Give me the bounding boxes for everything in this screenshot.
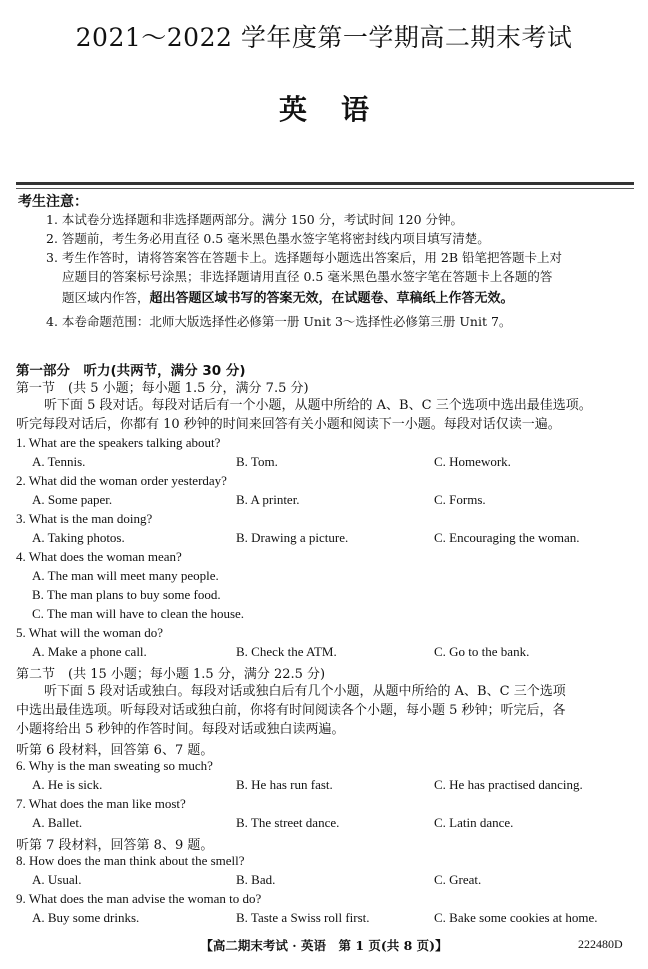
question-3: 3. What is the man doing? [16, 511, 153, 526]
q8-option-a: A. Usual. [32, 872, 82, 887]
q3-option-b: B. Drawing a picture. [236, 530, 349, 545]
q2-option-c: C. Forms. [434, 492, 486, 507]
q7-option-c: C. Latin dance. [434, 815, 514, 830]
q1-option-a: A. Tennis. [32, 454, 86, 469]
q8-option-b: B. Bad. [236, 872, 276, 887]
section2-heading: 第二节 (共 15 小题；每小题 1.5 分，满分 22.5 分) [16, 667, 326, 682]
question-2: 2. What did the woman order yesterday? [16, 473, 227, 488]
subject-title: 英语 [278, 93, 403, 126]
q7-option-b: B. The street dance. [236, 815, 340, 830]
q1-option-b: B. Tom. [236, 454, 278, 469]
note-3-line-1: 3. 考生作答时，请将答案答在答题卡上。选择题每小题选出答案后，用 2B 铅笔把答题卡上对 [46, 250, 562, 265]
q6-option-a: A. He is sick. [32, 777, 103, 792]
question-1: 1. What are the speakers talking about? [16, 435, 221, 450]
q5-option-c: C. Go to the bank. [434, 644, 530, 659]
question-4: 4. What does the woman mean? [16, 549, 182, 564]
section2-instructions-1: 听下面 5 段对话或独白。每段对话或独白后有几个小题，从题中所给的 A、B、C 三个选项 [44, 684, 566, 699]
note-3-line-3 [62, 288, 514, 308]
question-6: 6. Why is the man sweating so much? [16, 758, 213, 773]
q4-option-c: C. The man will have to clean the house. [32, 606, 245, 621]
q3-option-c: C. Encouraging the woman. [434, 530, 580, 545]
note-4: 4. 本卷命题范围：北师大版选择性必修第一册 Unit 3～选择性必修第三册 Unit 7。 [46, 314, 512, 329]
q9-option-b: B. Taste a Swiss roll first. [236, 910, 370, 925]
note-1: 1. 本试卷分选择题和非选择题两部分。满分 150 分，考试时间 120 分钟。 [46, 212, 464, 227]
exam-title: 2021～2022 学年度第一学期高二期末考试 [75, 23, 573, 52]
section1-heading: 第一节 (共 5 小题；每小题 1.5 分，满分 7.5 分) [16, 381, 309, 396]
question-5: 5. What will the woman do? [16, 625, 164, 640]
q7-option-a: A. Ballet. [32, 815, 83, 830]
q2-option-a: A. Some paper. [32, 492, 113, 507]
q2-option-b: B. A printer. [236, 492, 300, 507]
note-3-line-2: 应题目的答案标号涂黑；非选择题请用直径 0.5 毫米黑色墨水签字笔在答题卡上各题的答 [62, 269, 553, 284]
page-footer: 【高二期末考试 · 英语 第 1 页(共 8 页)】 [200, 938, 448, 953]
note-2: 2. 答题前，考生务必用直径 0.5 毫米黑色墨水签字笔将密封线内项目填写清楚。 [46, 231, 490, 246]
q4-option-a: A. The man will meet many people. [32, 568, 219, 583]
question-8: 8. How does the man think about the smell? [16, 853, 245, 868]
header-divider-thin [16, 188, 634, 189]
q6-option-c: C. He has practised dancing. [434, 777, 583, 792]
paper-code: 222480D [578, 937, 623, 951]
q1-option-c: C. Homework. [434, 454, 511, 469]
q5-option-b: B. Check the ATM. [236, 644, 337, 659]
question-9: 9. What does the man advise the woman to do? [16, 891, 262, 906]
q5-option-a: A. Make a phone call. [32, 644, 147, 659]
material-6-instruction: 听第 6 段材料，回答第 6、7 题。 [16, 743, 214, 758]
q6-option-b: B. He has run fast. [236, 777, 333, 792]
section2-instructions-3: 小题将给出 5 秒钟的作答时间。每段对话或独白读两遍。 [16, 722, 345, 737]
q8-option-c: C. Great. [434, 872, 482, 887]
part1-heading: 第一部分 听力(共两节，满分 30 分) [16, 363, 246, 379]
header-divider [16, 182, 634, 185]
q9-option-c: C. Bake some cookies at home. [434, 910, 598, 925]
section2-instructions-2: 中选出最佳选项。听每段对话或独白前，你将有时间阅读各个小题，每小题 5 秒钟；听完后，各 [16, 703, 566, 718]
q9-option-a: A. Buy some drinks. [32, 910, 140, 925]
material-7-instruction: 听第 7 段材料，回答第 8、9 题。 [16, 838, 214, 853]
q3-option-a: A. Taking photos. [32, 530, 125, 545]
note-3-emphasis: 超出答题区域书写的答案无效，在试题卷、草稿纸上作答无效。 [149, 291, 514, 306]
section1-instructions-1: 听下面 5 段对话。每段对话后有一个小题，从题中所给的 A、B、C 三个选项中选出最佳选项。 [44, 398, 592, 413]
question-7: 7. What does the man like most? [16, 796, 186, 811]
notes-heading: 考生注意： [18, 194, 88, 210]
section1-instructions-2: 听完每段对话后，你都有 10 秒钟的时间来回答有关小题和阅读下一小题。每段对话仅读一遍。 [16, 417, 561, 432]
q4-option-b: B. The man plans to buy some food. [32, 587, 221, 602]
note-3-line-3-start: 题区域内作答， [62, 290, 150, 305]
